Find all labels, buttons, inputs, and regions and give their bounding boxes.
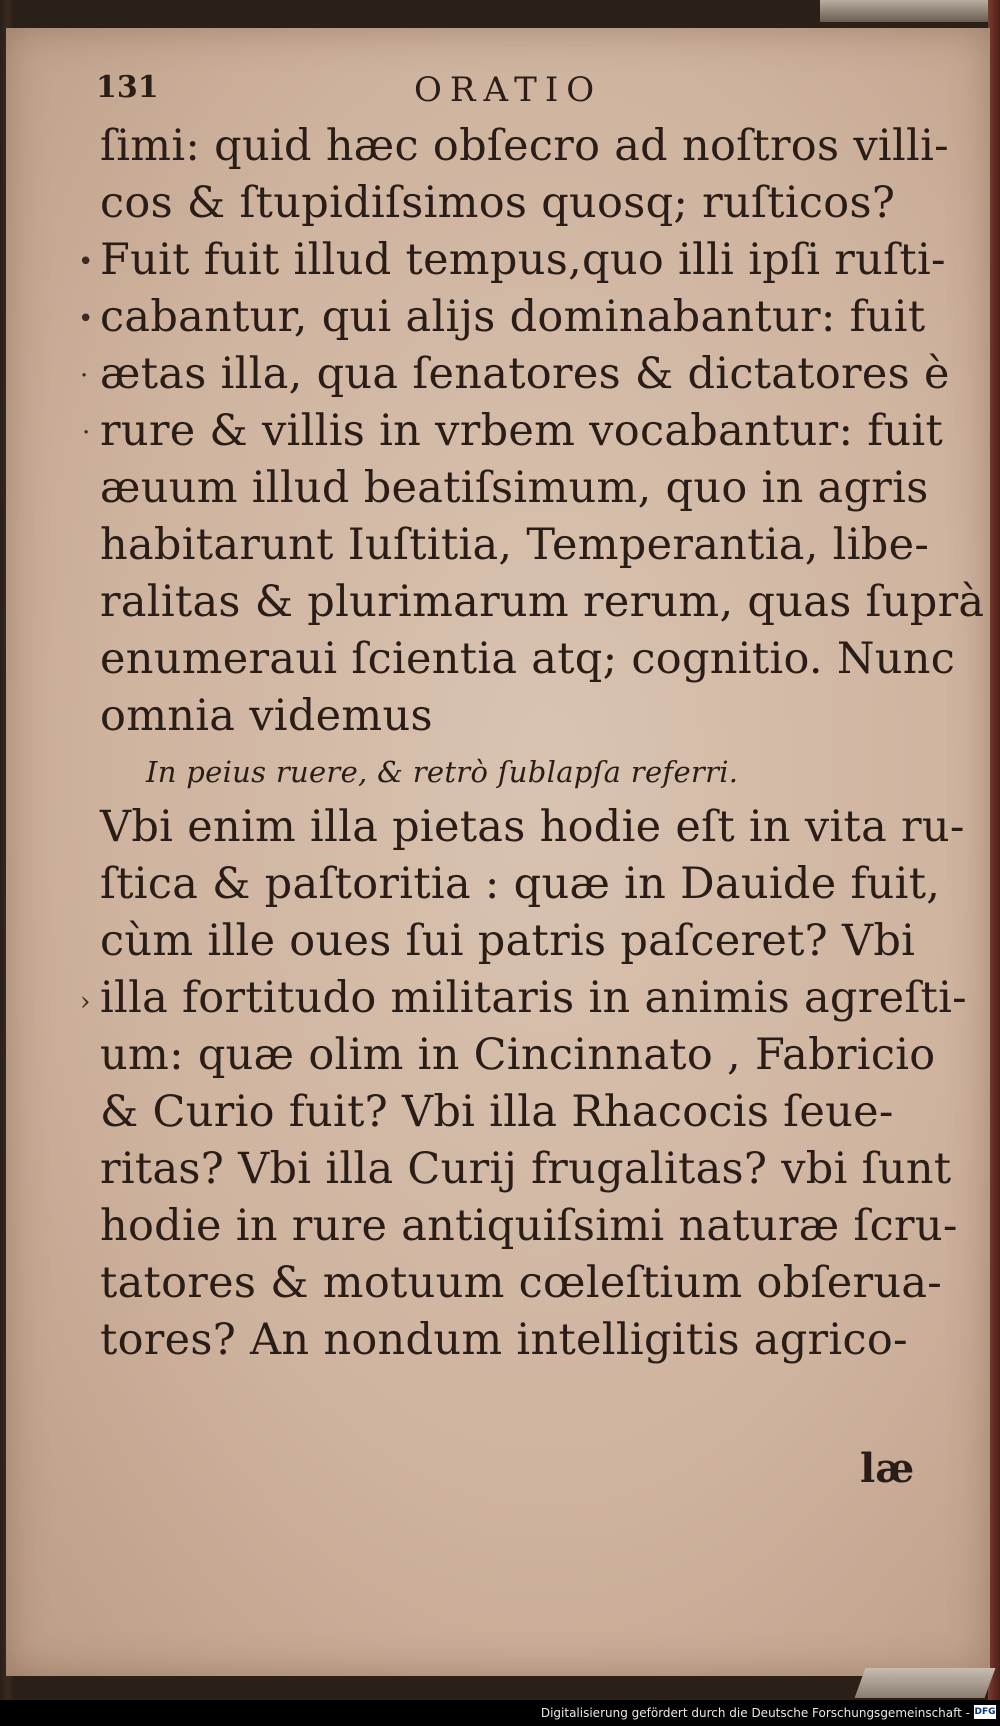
page-header [96, 70, 916, 110]
text-line: rure & villis in vrbem vocabantur: fuit [100, 406, 944, 456]
text-line: cùm ille oues ſui patris paſceret? Vbi [100, 916, 916, 966]
margin-mark: · [82, 418, 91, 448]
text-line: cos & ſtupidiſsimos quosq; ruſticos? [100, 178, 896, 228]
running-title: ORATIO [414, 70, 603, 110]
text-line: tores? An nondum intelligitis agrico- [100, 1315, 908, 1365]
page-number: 131 [96, 70, 159, 105]
margin-mark: · [80, 361, 89, 391]
margin-mark: • [78, 304, 94, 334]
book-edge-top [820, 0, 1000, 22]
text-line: tatores & motuum cœleſtium obſerua- [100, 1258, 943, 1308]
text-line: ritas? Vbi illa Curij frugalitas? vbi ſunt [100, 1144, 952, 1194]
text-line: enumeraui ſcientia atq; cognitio. Nunc [100, 634, 956, 684]
text-line: æuum illud beatiſsimum, quo in agris [100, 463, 929, 513]
quotation-line: In peius ruere, & retrò ſublapſa referri. [146, 755, 739, 789]
body-text [100, 118, 985, 1369]
book-edge-bottom [855, 1668, 996, 1698]
text-line: & Curio fuit? Vbi illa Rhacocis ſeue- [100, 1087, 894, 1137]
text-line: ſtica & paſtoritia : quæ in Dauide fuit, [100, 859, 941, 909]
text-line: ſimi: quid hæc obſecro ad noſtros villi- [100, 121, 949, 171]
footer-credit: Digitalisierung gefördert durch die Deutsche Forschungsgemeinschaft - [540, 1706, 970, 1720]
text-line: cabantur, qui alijs dominabantur: fuit [100, 292, 926, 342]
catchword: læ [860, 1445, 915, 1492]
text-line: ætas illa, qua ſenatores & dictatores è [100, 349, 950, 399]
text-line: omnia videmus [100, 691, 433, 741]
text-line: Fuit fuit illud tempus,quo illi ipſi ruſti- [100, 235, 946, 285]
text-line: hodie in rure antiquiſsimi naturæ ſcru- [100, 1201, 958, 1251]
margin-mark: › [80, 987, 91, 1017]
text-line: um: quæ olim in Cincinnato , Fabricio [100, 1030, 936, 1080]
text-line: ralitas & plurimarum rerum, quas ſuprà [100, 577, 985, 627]
text-line: Vbi enim illa pietas hodie eſt in vita ru- [100, 802, 965, 852]
text-line: habitarunt Iuſtitia, Temperantia, libe- [100, 520, 930, 570]
dfg-logo-icon: DFG [974, 1707, 996, 1717]
margin-mark: • [78, 247, 94, 277]
text-line: illa fortitudo militaris in animis agreſti- [100, 973, 967, 1023]
footer-bar [0, 1700, 1000, 1726]
